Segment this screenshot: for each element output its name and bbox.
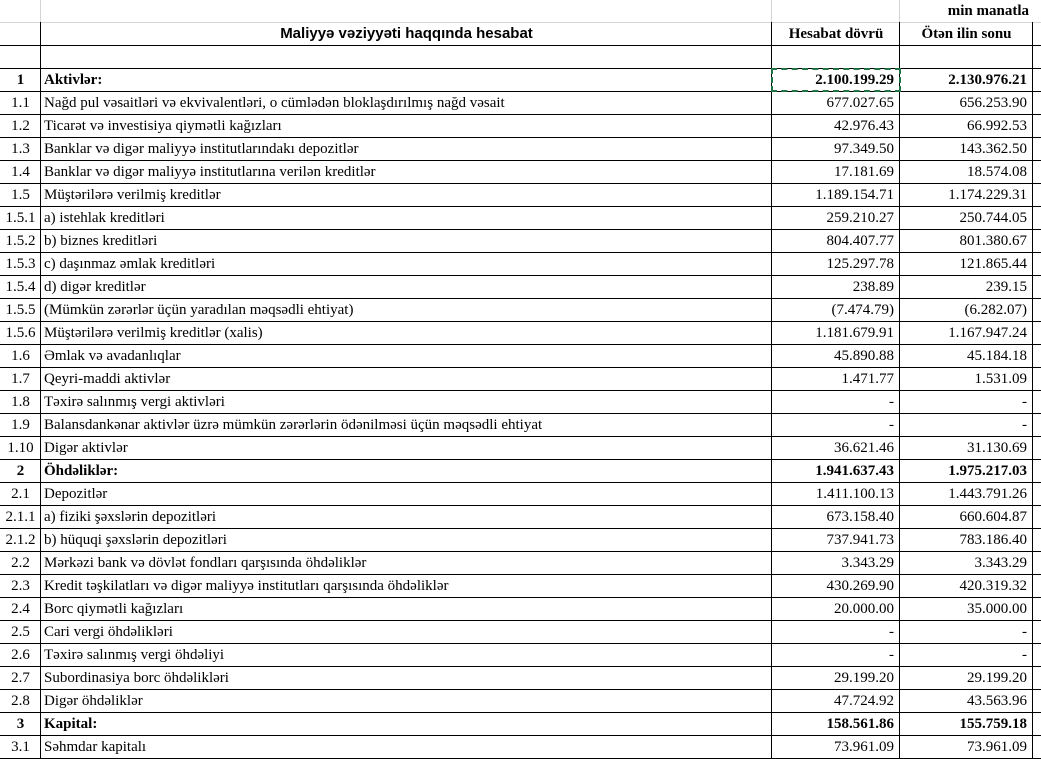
report-title: Maliyyə vəziyyəti haqqında hesabat xyxy=(280,25,533,42)
row-label-cell[interactable]: Digər aktivlər xyxy=(44,440,128,456)
row-number-cell[interactable]: 1.5.1 xyxy=(5,210,36,226)
current-period-cell[interactable]: 737.941.73 xyxy=(826,532,894,548)
current-period-cell[interactable]: - xyxy=(889,394,894,410)
row-number-cell[interactable]: 2.3 xyxy=(11,578,30,594)
row-number-cell[interactable]: 2.6 xyxy=(11,647,30,663)
row-number-cell[interactable]: 1.5.6 xyxy=(5,325,36,341)
row-label-cell[interactable]: Cari vergi öhdəlikləri xyxy=(44,624,173,640)
grid-horizontal-line xyxy=(0,45,1041,46)
previous-year-cell[interactable]: 239.15 xyxy=(985,279,1027,295)
row-label-cell[interactable]: Qeyri-maddi aktivlər xyxy=(44,371,171,387)
row-number-cell[interactable]: 2.1.2 xyxy=(5,532,36,548)
grid-horizontal-line xyxy=(0,91,1041,92)
grid-horizontal-line xyxy=(0,643,1041,644)
previous-year-cell[interactable]: - xyxy=(1022,624,1027,640)
previous-year-cell[interactable]: 143.362.50 xyxy=(959,141,1027,157)
grid-horizontal-line xyxy=(0,551,1041,552)
row-number-cell[interactable]: 1.5.3 xyxy=(5,256,36,272)
grid-horizontal-line xyxy=(0,160,1041,161)
row-number-cell[interactable]: 1.1 xyxy=(11,95,30,111)
current-period-cell[interactable]: - xyxy=(889,624,894,640)
current-period-cell[interactable]: 430.269.90 xyxy=(826,578,894,594)
row-label-cell[interactable]: Səhmdar kapitalı xyxy=(44,739,147,755)
grid-horizontal-line xyxy=(0,367,1041,368)
grid-horizontal-line xyxy=(0,574,1041,575)
current-period-cell[interactable]: 17.181.69 xyxy=(834,164,894,180)
row-label-cell[interactable]: Əmlak və avadanlıqlar xyxy=(44,348,181,364)
current-period-cell[interactable]: 1.181.679.91 xyxy=(815,325,894,341)
current-period-cell[interactable]: - xyxy=(889,647,894,663)
row-number-cell[interactable]: 2.1 xyxy=(11,486,30,502)
row-label-cell[interactable]: Aktivlər: xyxy=(44,72,103,88)
current-period-cell[interactable]: 2.100.199.29 xyxy=(815,72,894,88)
grid-vertical-line xyxy=(899,22,900,759)
row-label-cell[interactable]: b) biznes kreditləri xyxy=(44,233,158,249)
grid-horizontal-line xyxy=(0,114,1041,115)
row-number-cell[interactable]: 1.9 xyxy=(11,417,30,433)
current-period-cell[interactable]: 73.961.09 xyxy=(834,739,894,755)
row-label-cell[interactable]: Müştərilərə verilmiş kreditlər xyxy=(44,187,221,203)
previous-year-cell[interactable]: 73.961.09 xyxy=(967,739,1027,755)
previous-year-cell[interactable]: 29.199.20 xyxy=(967,670,1027,686)
row-label-cell[interactable]: d) digər kreditlər xyxy=(44,279,146,295)
grid-horizontal-line xyxy=(0,22,1041,23)
previous-year-cell[interactable]: 1.167.947.24 xyxy=(948,325,1027,341)
previous-year-cell[interactable]: 31.130.69 xyxy=(967,440,1027,456)
previous-year-cell[interactable]: 1.975.217.03 xyxy=(948,463,1027,479)
grid-horizontal-line xyxy=(0,505,1041,506)
current-period-cell[interactable]: - xyxy=(889,417,894,433)
grid-horizontal-line xyxy=(0,137,1041,138)
row-label-cell[interactable]: Kapital: xyxy=(44,716,98,732)
grid-horizontal-line xyxy=(0,183,1041,184)
row-number-cell[interactable]: 2.1.1 xyxy=(5,509,36,525)
row-label-cell[interactable]: b) hüquqi şəxslərin depozitləri xyxy=(44,532,227,548)
grid-horizontal-line xyxy=(0,735,1041,736)
row-number-cell[interactable]: 1.5 xyxy=(11,187,30,203)
current-period-cell[interactable]: 125.297.78 xyxy=(826,256,894,272)
grid-vertical-line xyxy=(771,0,772,22)
row-label-cell[interactable]: Banklar və digər maliyyə institutlarına verilən kreditlər xyxy=(44,164,376,180)
row-number-cell[interactable]: 1.10 xyxy=(7,440,34,456)
previous-year-cell[interactable]: 155.759.18 xyxy=(959,716,1027,732)
column-header-current[interactable]: Hesabat dövrü xyxy=(788,26,884,42)
grid-horizontal-line xyxy=(0,68,1041,69)
previous-year-cell[interactable]: 121.865.44 xyxy=(959,256,1027,272)
current-period-cell[interactable]: 1.411.100.13 xyxy=(815,486,894,502)
grid-horizontal-line xyxy=(0,298,1041,299)
grid-vertical-line xyxy=(40,0,41,22)
current-period-cell[interactable]: 158.561.86 xyxy=(826,716,894,732)
current-period-cell[interactable]: 1.471.77 xyxy=(841,371,894,387)
grid-horizontal-line xyxy=(0,206,1041,207)
row-number-cell[interactable]: 1.5.2 xyxy=(5,233,36,249)
row-number-cell[interactable]: 1 xyxy=(16,72,25,88)
grid-horizontal-line xyxy=(0,390,1041,391)
grid-vertical-line xyxy=(771,22,772,759)
grid-horizontal-line xyxy=(0,229,1041,230)
grid-vertical-line xyxy=(899,0,900,22)
row-label-cell[interactable]: (Mümkün zərərlər üçün yaradılan məqsədli ehtiyat) xyxy=(44,302,354,318)
grid-horizontal-line xyxy=(0,620,1041,621)
grid-horizontal-line xyxy=(0,321,1041,322)
current-period-cell[interactable]: 673.158.40 xyxy=(826,509,894,525)
grid-horizontal-line xyxy=(0,482,1041,483)
grid-horizontal-line xyxy=(0,436,1041,437)
current-period-cell[interactable]: 47.724.92 xyxy=(834,693,894,709)
row-label-cell[interactable]: Balansdankənar aktivlər üzrə mümkün zərərlərin ödənilməsi üçün məqsədli ehtiyat xyxy=(44,417,543,433)
row-number-cell[interactable]: 1.5.4 xyxy=(5,279,36,295)
row-label-cell[interactable]: Nağd pul vəsaitləri və ekvivalentləri, o cümlədən bloklaşdırılmış nağd vəsait xyxy=(44,95,505,111)
grid-horizontal-line xyxy=(0,528,1041,529)
previous-year-cell[interactable]: 43.563.96 xyxy=(967,693,1027,709)
previous-year-cell[interactable]: 783.186.40 xyxy=(959,532,1027,548)
previous-year-cell[interactable]: 2.130.976.21 xyxy=(948,72,1027,88)
current-period-cell[interactable]: 677.027.65 xyxy=(826,95,894,111)
previous-year-cell[interactable]: 1.443.791.26 xyxy=(948,486,1027,502)
row-label-cell[interactable]: Kredit təşkilatları və digər maliyyə institutları qarşısında öhdəliklər xyxy=(44,578,449,594)
row-label-cell[interactable]: a) fiziki şəxslərin depozitləri xyxy=(44,509,217,525)
row-label-cell[interactable]: Subordinasiya borc öhdəlikləri xyxy=(44,670,229,686)
grid-horizontal-line xyxy=(0,252,1041,253)
previous-year-cell[interactable]: 35.000.00 xyxy=(967,601,1027,617)
current-period-cell[interactable]: 36.621.46 xyxy=(834,440,894,456)
previous-year-cell[interactable]: 3.343.29 xyxy=(974,555,1027,571)
row-number-cell[interactable]: 1.8 xyxy=(11,394,30,410)
previous-year-cell[interactable]: 801.380.67 xyxy=(959,233,1027,249)
current-period-cell[interactable]: 45.890.88 xyxy=(834,348,894,364)
current-period-cell[interactable]: (7.474.79) xyxy=(831,302,894,318)
row-label-cell[interactable]: Müştərilərə verilmiş kreditlər (xalis) xyxy=(44,325,263,341)
column-header-previous[interactable]: Ötən ilin sonu xyxy=(921,26,1012,42)
row-number-cell[interactable]: 2.8 xyxy=(11,693,30,709)
row-number-cell[interactable]: 2.4 xyxy=(11,601,30,617)
current-period-cell[interactable]: 804.407.77 xyxy=(826,233,894,249)
row-label-cell[interactable]: Ticarət və investisiya qiymətli kağızları xyxy=(44,118,282,134)
current-period-cell[interactable]: 238.89 xyxy=(852,279,894,295)
previous-year-cell[interactable]: - xyxy=(1022,417,1027,433)
previous-year-cell[interactable]: 420.319.32 xyxy=(959,578,1027,594)
previous-year-cell[interactable]: - xyxy=(1022,647,1027,663)
row-label-cell[interactable]: Öhdəliklər: xyxy=(44,463,119,479)
row-label-cell[interactable]: c) daşınmaz əmlak kreditləri xyxy=(44,256,216,272)
row-number-cell[interactable]: 1.4 xyxy=(11,164,30,180)
grid-vertical-line xyxy=(1032,22,1033,759)
row-label-cell[interactable]: a) istehlak kreditləri xyxy=(44,210,165,226)
current-period-cell[interactable]: 42.976.43 xyxy=(834,118,894,134)
grid-horizontal-line xyxy=(0,666,1041,667)
previous-year-cell[interactable]: 1.531.09 xyxy=(974,371,1027,387)
row-number-cell[interactable]: 1.2 xyxy=(11,118,30,134)
previous-year-cell[interactable]: 18.574.08 xyxy=(967,164,1027,180)
previous-year-cell[interactable]: 1.174.229.31 xyxy=(948,187,1027,203)
current-period-cell[interactable]: 20.000.00 xyxy=(834,601,894,617)
row-label-cell[interactable]: Depozitlər xyxy=(44,486,108,502)
previous-year-cell[interactable]: (6.282.07) xyxy=(964,302,1027,318)
current-period-cell[interactable]: 3.343.29 xyxy=(841,555,894,571)
row-label-cell[interactable]: Borc qiymətli kağızları xyxy=(44,601,184,617)
grid-vertical-line xyxy=(40,22,41,759)
row-number-cell[interactable]: 2.5 xyxy=(11,624,30,640)
current-period-cell[interactable]: 97.349.50 xyxy=(834,141,894,157)
row-number-cell[interactable]: 1.7 xyxy=(11,371,30,387)
grid-horizontal-line xyxy=(0,597,1041,598)
row-number-cell[interactable]: 3 xyxy=(16,716,25,732)
row-number-cell[interactable]: 2 xyxy=(16,463,25,479)
row-number-cell[interactable]: 2.7 xyxy=(11,670,30,686)
previous-year-cell[interactable]: 656.253.90 xyxy=(959,95,1027,111)
row-number-cell[interactable]: 2.2 xyxy=(11,555,30,571)
grid-horizontal-line xyxy=(0,413,1041,414)
row-label-cell[interactable]: Təxirə salınmış vergi öhdəliyi xyxy=(44,647,225,663)
current-period-cell[interactable]: 1.941.637.43 xyxy=(815,463,894,479)
row-number-cell[interactable]: 1.5.5 xyxy=(5,302,36,318)
grid-horizontal-line xyxy=(0,712,1041,713)
grid-horizontal-line xyxy=(0,689,1041,690)
row-number-cell[interactable]: 1.3 xyxy=(11,141,30,157)
row-label-cell[interactable]: Təxirə salınmış vergi aktivləri xyxy=(44,394,225,410)
row-number-cell[interactable]: 1.6 xyxy=(11,348,30,364)
row-number-cell[interactable]: 3.1 xyxy=(11,739,30,755)
grid-horizontal-line xyxy=(0,344,1041,345)
grid-horizontal-line xyxy=(0,275,1041,276)
row-label-cell[interactable]: Banklar və digər maliyyə institutlarındakı depozitlər xyxy=(44,141,359,157)
previous-year-cell[interactable]: 45.184.18 xyxy=(967,348,1027,364)
previous-year-cell[interactable]: - xyxy=(1022,394,1027,410)
units-label: min manatla xyxy=(947,3,1029,19)
grid-horizontal-line xyxy=(0,459,1041,460)
row-label-cell[interactable]: Mərkəzi bank və dövlət fondları qarşısında öhdəliklər xyxy=(44,555,367,571)
previous-year-cell[interactable]: 250.744.05 xyxy=(959,210,1027,226)
row-label-cell[interactable]: Digər öhdəliklər xyxy=(44,693,143,709)
previous-year-cell[interactable]: 66.992.53 xyxy=(967,118,1027,134)
current-period-cell[interactable]: 1.189.154.71 xyxy=(815,187,894,203)
current-period-cell[interactable]: 259.210.27 xyxy=(826,210,894,226)
previous-year-cell[interactable]: 660.604.87 xyxy=(959,509,1027,525)
current-period-cell[interactable]: 29.199.20 xyxy=(834,670,894,686)
